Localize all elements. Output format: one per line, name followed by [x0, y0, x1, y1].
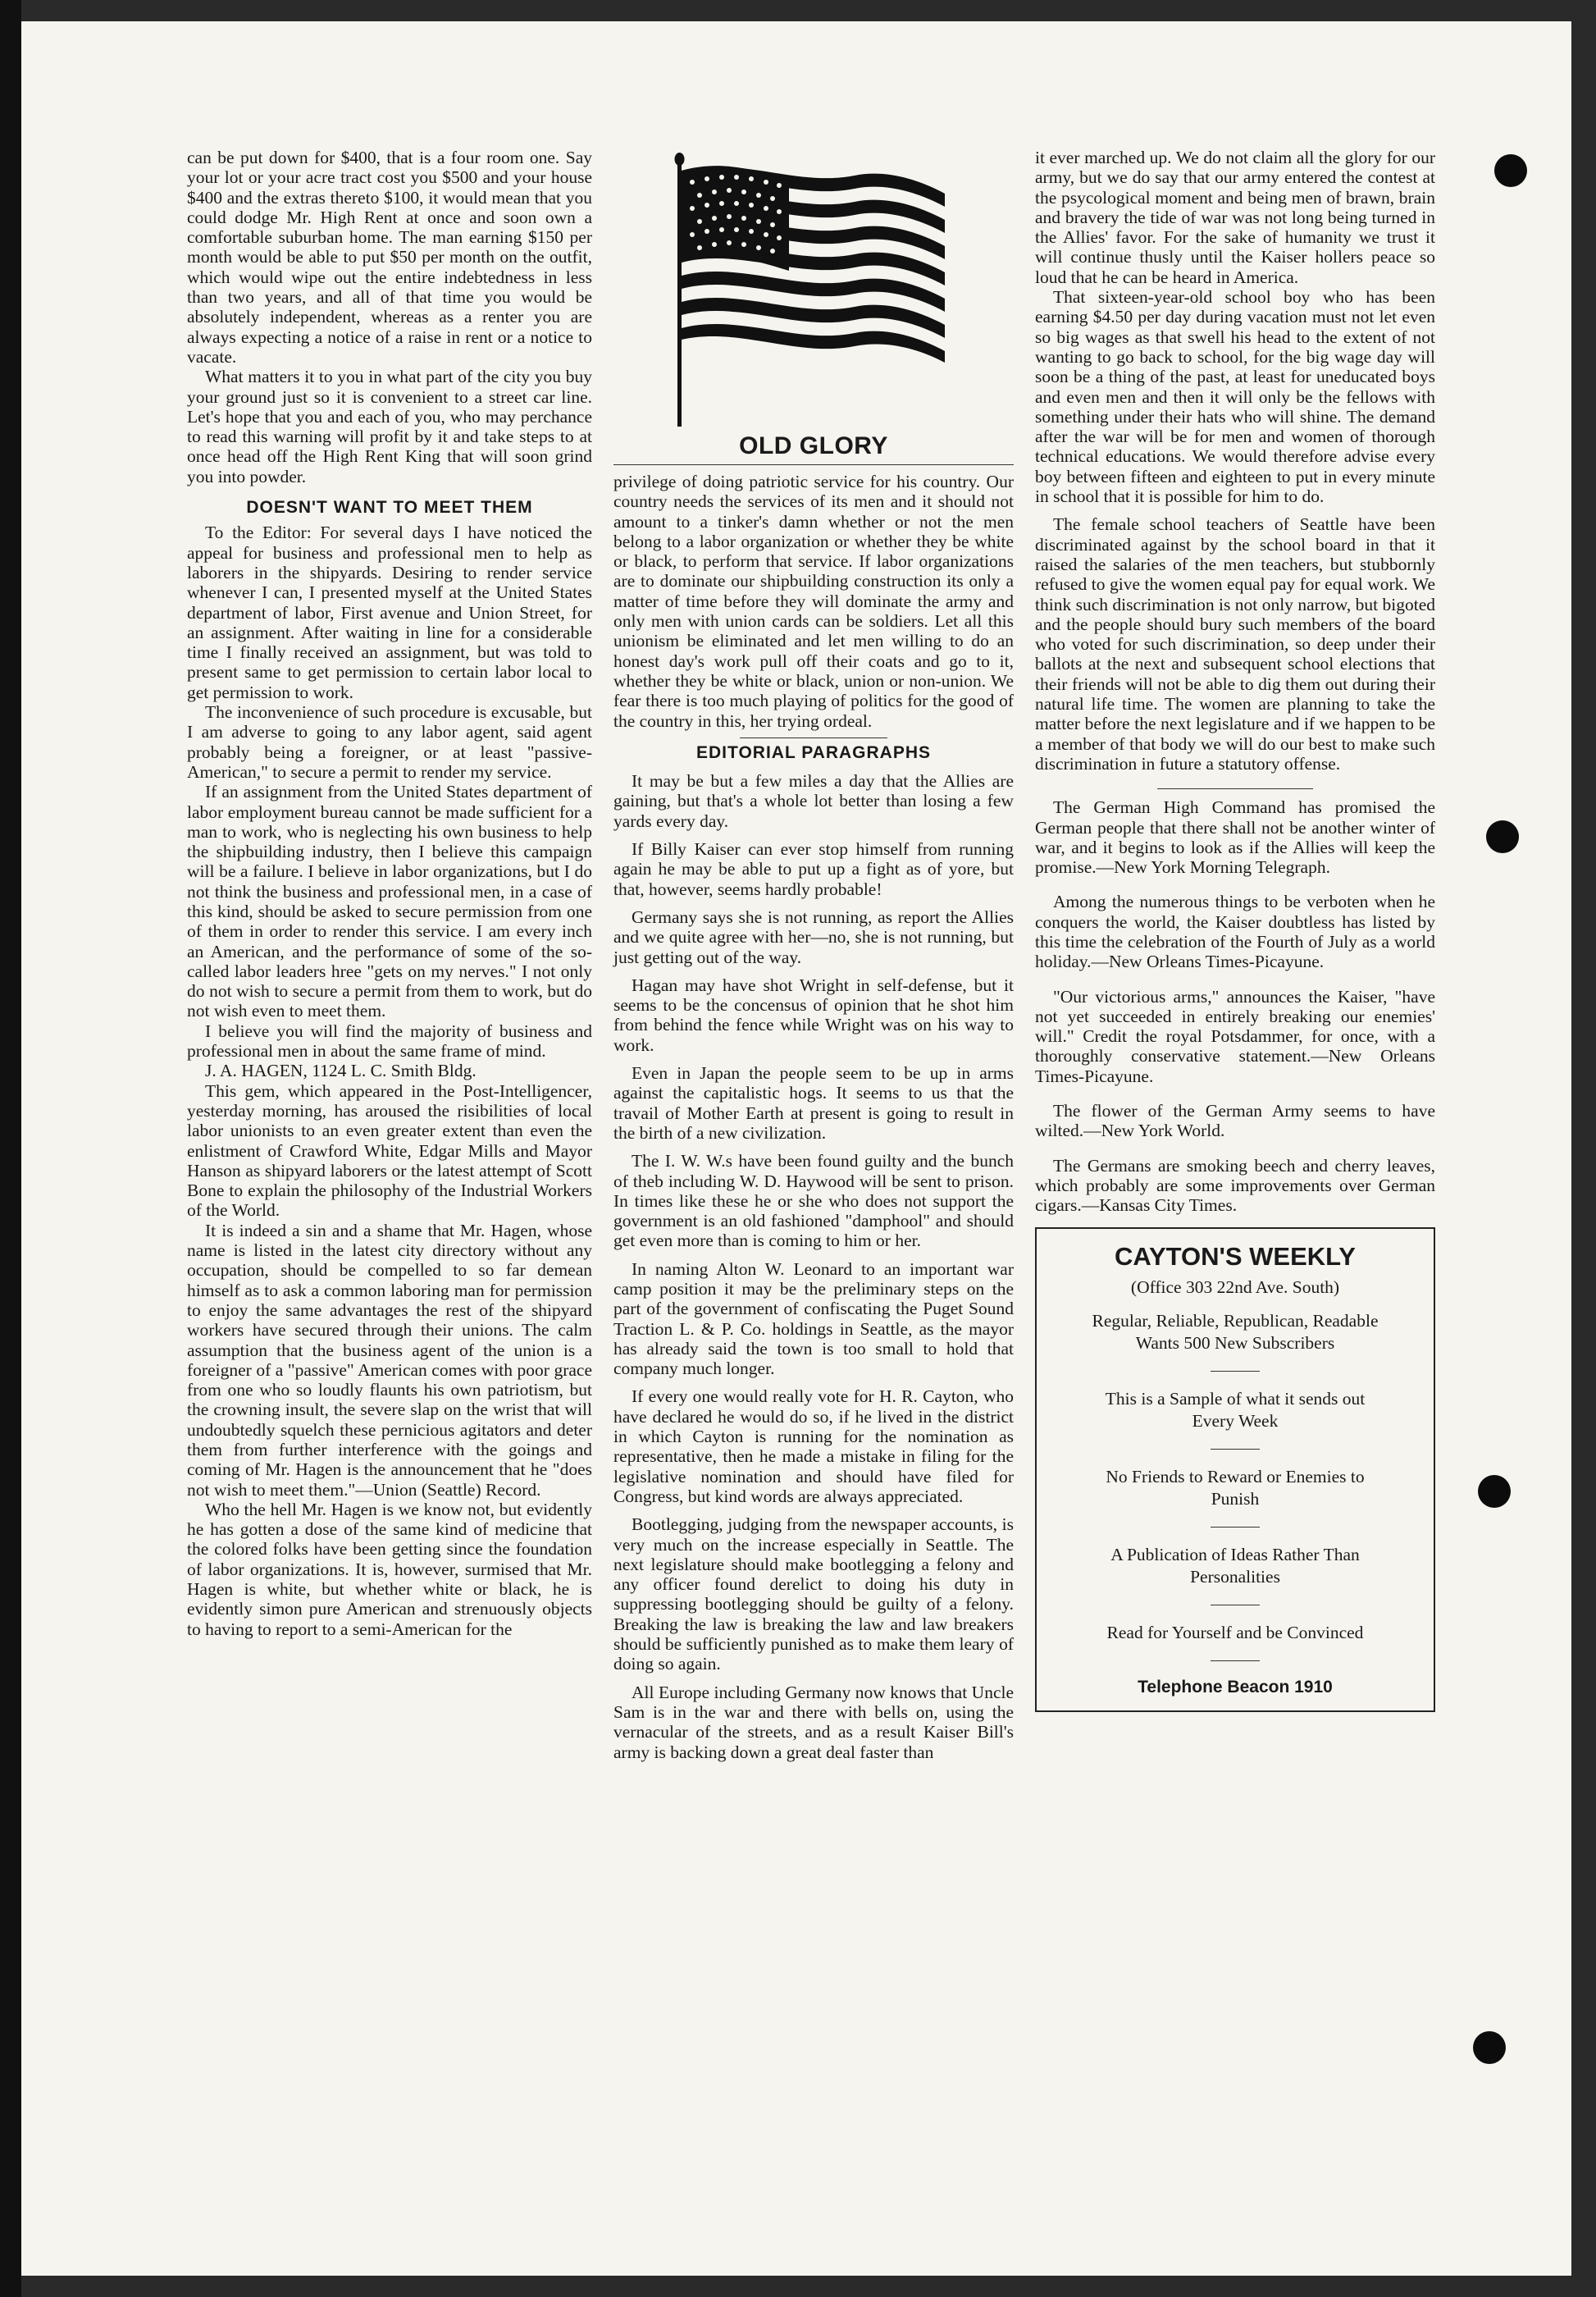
ad-title: CAYTON'S WEEKLY: [1115, 1241, 1356, 1271]
ad-line: Regular, Reliable, Republican, Readable: [1092, 1310, 1379, 1331]
quote-paragraph: Among the numerous things to be verboten when he conquers the world, the Kaiser doubtless has listed by this time the celebration of the Fourth of July as a world holiday.—New Orleans Times-Picayune.: [1035, 892, 1435, 972]
ad-line: Personalities: [1190, 1566, 1280, 1587]
signature: J. A. HAGEN, 1124 L. C. Smith Bldg.: [205, 1061, 477, 1081]
punch-hole: [1473, 2031, 1506, 2064]
divider: [613, 464, 1014, 465]
flag-caption: OLD GLORY: [739, 432, 888, 459]
paragraph: I believe you will find the majority of business and professional men in about the same frame of mind.: [187, 1021, 592, 1062]
editorial-paragraph: Hagan may have shot Wright in self-defense, but it seems to be the concensus of opinion that he shot him from behind the fence while Wright was on his way to work.: [613, 975, 1014, 1055]
paragraph: it ever marched up. We do not claim all the glory for our army, but we do say that our army entered the contest at the psycological moment and being men of brawn, brain and bravery the tide of war was not long being turned in the Allies' favor. For the sake of humanity we trust it will continue thusly until the Kaiser hollers peace so loud that he can be heard in America.: [1035, 148, 1435, 287]
advertisement-box: [1035, 1227, 1435, 1713]
editorial-paragraph: If Billy Kaiser can ever stop himself from running again he may be able to put up a fight as of yore, but that, however, seems hardly probable!: [613, 839, 1014, 899]
paragraph: The female school teachers of Seattle have been discriminated against by the school board in that it raised the salaries of the men teachers, but stubbornly refused to give the women equal pay for equal work. We think such discrimination is not only narrow, but bigoted and the people should bury such members of the board who voted for such discrimination, so deep under their ballots at the next and subsequent school elections that their friends will not be able to dig them out during their natural life time. The women are planning to take the matter before the next legislature and if we happen to be a member of that body we will do our best to make such discrimination in future a statutory offense.: [1035, 514, 1435, 774]
ad-divider: [1211, 1449, 1260, 1450]
divider: [1157, 788, 1313, 789]
ad-line: A Publication of Ideas Rather Than: [1110, 1544, 1360, 1564]
paragraph: If an assignment from the United States department of labor employment bureau cannot be made sufficient for a man to work, who is neglecting his own business to help the shipbuilding industry, then I believe this campaign will be a failure. I believe in labor organizations, but I do not think the business and professional men, in a case of this kind, should be asked to secure permission from one of them in order to render this service. I am every inch an American, and the performance of some of the so-called labor leaders hree "gets on my nerves." I not only do not wish to secure a permit from them to work, but do not wish even to meet them.: [187, 782, 592, 1021]
punch-hole: [1486, 820, 1519, 853]
editorial-paragraph: It may be but a few miles a day that the Allies are gaining, but that's a whole lot better than losing a few yards every day.: [613, 771, 1014, 831]
paragraph: What matters it to you in what part of the city you buy your ground just so it is convenient to a street car line. Let's hope that you and each of you, who may perchance to read this warning will profit by it and take steps to at once head off the High Rent King that will soon grind you into powder.: [187, 367, 592, 486]
flag-illustration: [613, 139, 1014, 459]
ad-office: (Office 303 22nd Ave. South): [1130, 1276, 1340, 1297]
ad-line: This is a Sample of what it sends out: [1105, 1388, 1366, 1409]
ad-divider: [1211, 1527, 1260, 1528]
ad-line: Wants 500 New Subscribers: [1135, 1332, 1335, 1353]
ad-divider: [1211, 1660, 1260, 1661]
punch-hole: [1494, 154, 1527, 187]
ad-line: No Friends to Reward or Enemies to: [1106, 1466, 1365, 1486]
quote-paragraph: "Our victorious arms," announces the Kaiser, "have not yet succeeded in entirely breaking our enemies' will." Credit the royal Potsdammer, for once, with a thoroughly conservative statement.—New Orleans Times-Picayune.: [1035, 986, 1435, 1086]
editorial-paragraph: All Europe including Germany now knows that Uncle Sam is in the war and there with bells on, using the vernacular of the streets, and as a result Kaiser Bill's army is backing down a great deal faster than: [613, 1682, 1014, 1762]
ad-line: Read for Yourself and be Convinced: [1106, 1622, 1364, 1642]
paragraph: The inconvenience of such procedure is excusable, but I am adverse to going to any labor agent, said agent probably being a foreigner, or at least "passive-American," to secure a permit to render my service.: [187, 702, 592, 782]
punch-hole: [1478, 1475, 1511, 1508]
editorial-paragraph: If every one would really vote for H. R. Cayton, who have declared he would do so, if he lived in the district in which Cayton is running for the nomination as representative, then he made a mistake in filing for the legislative nomination and should have filed for Congress, but kind words are always appreciated.: [613, 1386, 1014, 1506]
ad-line: Punish: [1211, 1488, 1260, 1509]
ad-phone: Telephone Beacon 1910: [1138, 1677, 1333, 1696]
quote-paragraph: The German High Command has promised the German people that there shall not be another winter of war, and it begins to look as if the Allies will keep the promise.—New York Morning Telegraph.: [1035, 797, 1435, 878]
editorial-paragraph: Even in Japan the people seem to be up in arms against the capitalistic hogs. It seems to us that the travail of Mother Earth at present is going to result in the birth of a new civilization.: [613, 1063, 1014, 1143]
paragraph: can be put down for $400, that is a four room one. Say your lot or your acre tract cost you $500 and your house $400 and the extras thereto $100, it would mean that you could dodge Mr. High Rent at once and soon own a comfortable suburban home. The man earning $150 per month would be able to put $50 per month on the outfit, which would wipe out the entire indebtedness in less than two years, and all of that time you would be absolutely independent, whereas as a renter you are always expecting a notice of a raise in rent or a notice to vacate.: [187, 148, 592, 367]
section-heading: EDITORIAL PARAGRAPHS: [695, 742, 932, 762]
column-right: [1035, 148, 1435, 1712]
section-heading: DOESN'T WANT TO MEET THEM: [246, 498, 533, 518]
ad-divider: [1211, 1371, 1260, 1372]
editorial-paragraph: Bootlegging, judging from the newspaper accounts, is very much on the increase especially in Seattle. The next legislature should make bootlegging a felony and any officer found derelict to doing his duty in suppressing bootlegging should be guilty of a felony. Breaking the law is breaking the law and law breakers should be sufficiently punished as to make them leary of doing so again.: [613, 1514, 1014, 1674]
column-left: [187, 148, 592, 1639]
column-middle: [613, 139, 1014, 1762]
scan-edge: [0, 0, 21, 2297]
paragraph: To the Editor: For several days I have noticed the appeal for business and professional men to help as laborers in the shipyards. Desiring to render service whenever I can, I presented myself at the United States department of labor, First avenue and Union Street, for an assignment. After waiting in line for a considerable time I finally received an assignment, but was told to present same to get permission to certain labor local to get permission to work.: [187, 523, 592, 702]
paragraph: This gem, which appeared in the Post-Intelligencer, yesterday morning, has aroused the risibilities of local labor unionists to an even greater extent than even the enlistment of Crawford White, Edgar Mills and Mayor Hanson as shipyard laborers or the latest attempt of Scott Bone to explain the philosophy of the Industrial Workers of the World.: [187, 1080, 592, 1221]
flag-icon: [674, 148, 953, 427]
paragraph: privilege of doing patriotic service for his country. Our country needs the services of its men and it should not amount to a tinker's damn whether or not the men belong to a labor organization or whether they be white or black, to perform that service. If labor organizations are to dominate our shipbuilding construction its only a matter of time before they will dominate the army and only men with union cards can be soldiers. Let all this unionism be eliminated and let men willing to do an honest day's work pull off their coats and go to it, whether they be white or black, union or non-union. We fear there is too much playing of politics for the good of the country in this, her trying ordeal.: [613, 472, 1014, 731]
paragraph: It is indeed a sin and a shame that Mr. Hagen, whose name is listed in the latest city directory without any occupation, should be compelled to so far demean himself as to ask a common laboring man for permission to enjoy the same advantages the rest of the shipyard workers have secured through their unions. The calm assumption that the business agent of the union is a foreigner of a "passive" American comes with poor grace from one who so loudly flaunts his own patriotism, but the crowning insult, the severe slap on the wrist that will undoubtedly squelch these pernicious agitators and deter them from further interference with the goings and coming of Mr. Hagen is the announcement that he "does not wish to meet them."—Union (Seattle) Record.: [187, 1220, 592, 1500]
quote-paragraph: The Germans are smoking beech and cherry leaves, which probably are some improvements over German cigars.—Kansas City Times.: [1035, 1155, 1435, 1216]
editorial-paragraph: Germany says she is not running, as report the Allies and we quite agree with her—no, she is not running, but just getting out of the way.: [613, 906, 1014, 967]
paragraph: That sixteen-year-old school boy who has been earning $4.50 per day during vacation must not let even so big wages as that swell his head to the extent of not wanting to go back to school, for the big wage day will soon be a thing of the past, at least for uneducated boys and even men and then it will only be the fellows with something under their hats who will shine. The demand after the war will be for men and women of thorough technical educations. We would therefore advise every boy between fifteen and eighteen to put in every minute in school that it is possible for him to do.: [1035, 287, 1435, 507]
paragraph: Who the hell Mr. Hagen is we know not, but evidently he has gotten a dose of the same kind of medicine that the colored folks have been getting since the foundation of labor organizations. It is, however, surmised that Mr. Hagen is white, but whether white or black, he is evidently simon pure American and strenuously objects to having to report to a semi-American for the: [187, 1499, 592, 1639]
ad-line: Every Week: [1192, 1410, 1279, 1431]
quote-paragraph: The flower of the German Army seems to have wilted.—New York World.: [1035, 1101, 1435, 1141]
editorial-paragraph: The I. W. W.s have been found guilty and the bunch of theb including W. D. Haywood will be sent to prison. In times like these he or she who does not support the government is an old fashioned "damphool" and should get even more than is coming to him or her.: [613, 1151, 1014, 1251]
editorial-paragraph: In naming Alton W. Leonard to an important war camp position it may be the preliminary steps on the part of the government of confiscating the Puget Sound Traction L. & P. Co. holdings in Seattle, as the mayor has already said the town is too small to hold that company much longer.: [613, 1258, 1014, 1379]
